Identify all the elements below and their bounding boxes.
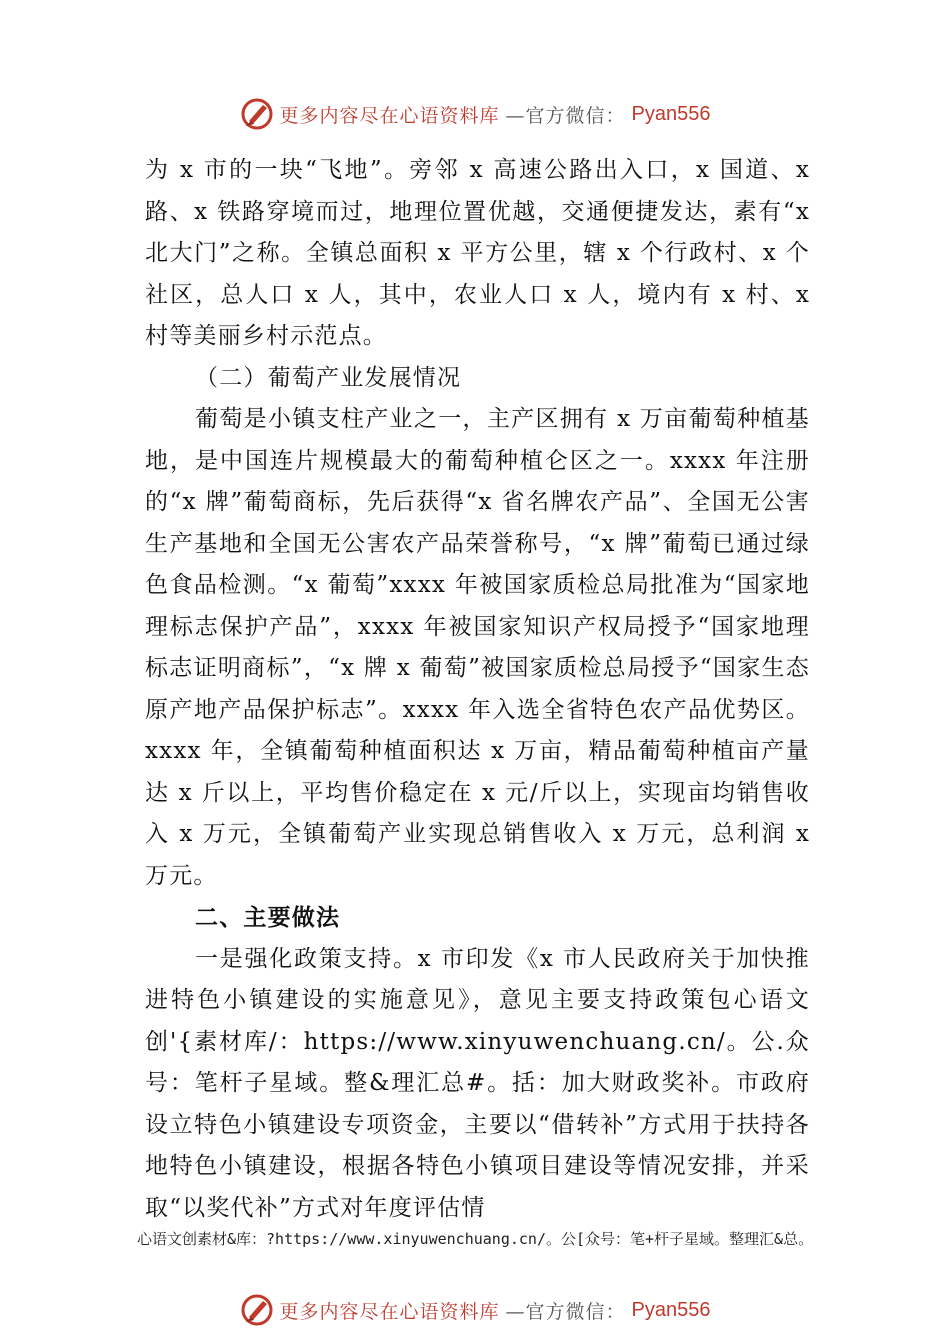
header-watermark-banner — [0, 94, 950, 134]
banner-separator-text: —官方微信： — [505, 1300, 626, 1323]
brush-logo-icon — [240, 1293, 274, 1327]
banner-main-text: 更多内容尽在心语资料库 — [279, 104, 500, 127]
brush-logo-icon — [240, 97, 274, 131]
footer-watermark-banner — [0, 1290, 950, 1330]
subheading-grape-industry: （二）葡萄产业发展情况 — [195, 364, 462, 391]
document-body — [145, 150, 810, 1229]
banner-wechat-id: Pyan556 — [631, 1298, 711, 1321]
banner-wechat-id: Pyan556 — [631, 102, 711, 125]
paragraph-town-overview: 为 x 市的一块“飞地”。旁邻 x 高速公路出入口，x 国道、x 路、x 铁路穿境而过，地理位置优越，交通便捷发达，素有“x 北大门”之称。全镇总面积 x 平方公里，辖 x 个行政村、x 个社区，总人口 x 人，其中，农业人口 x 人，境内有 x 村、x 村等美丽乡村示范点。 — [145, 157, 810, 349]
footer-watermark-text: 心语文创素材&库：?https://www.xinyuwenchuang.cn/。公[众号：笔+杆子星域。整理汇&总。 — [137, 1230, 814, 1248]
banner-main-text: 更多内容尽在心语资料库 — [279, 1300, 500, 1323]
heading-main-practices: 二、主要做法 — [195, 904, 341, 931]
paragraph-grape-industry: 葡萄是小镇支柱产业之一，主产区拥有 x 万亩葡萄种植基地，是中国连片规模最大的葡萄种植仑区之一。xxxx 年注册的“x 牌”葡萄商标，先后获得“x 省名牌农产品”、全国无公害生产基地和全国无公害农产品荣誉称号，“x 牌”葡萄已通过绿色食品检测。“x 葡萄”xxxx 年被国家质检总局批准为“国家地理标志保护产品”，xxxx 年被国家知识产权局授予“国家地理标志证明商标”，“x 牌 x 葡萄”被国家质检总局授予“国家生态原产地产品保护标志”。xxxx 年入选全省特色农产品优势区。xxxx 年，全镇葡萄种植面积达 x 万亩，精品葡萄种植亩产量达 x 斤以上，平均售价稳定在 x 元/斤以上，实现亩均销售收入 x 万元，全镇葡萄产业实现总销售收入 x 万元，总利润 x 万元。 — [145, 406, 810, 889]
banner-separator-text: —官方微信： — [505, 104, 626, 127]
paragraph-policy-support: 一是强化政策支持。x 市印发《x 市人民政府关于加快推进特色小镇建设的实施意见》，意见主要支持政策包心语文创'{素材库/：https://www.xinyuwenchuang.cn/。公.众号：笔杆子星域。整&理汇总#。括：加大财政奖补。市政府设立特色小镇建设专项资金，主要以“借转补”方式用于扶持各地特色小镇建设，根据各特色小镇项目建设等情况安排，并采取“以奖代补”方式对年度评估情 — [145, 945, 810, 1221]
